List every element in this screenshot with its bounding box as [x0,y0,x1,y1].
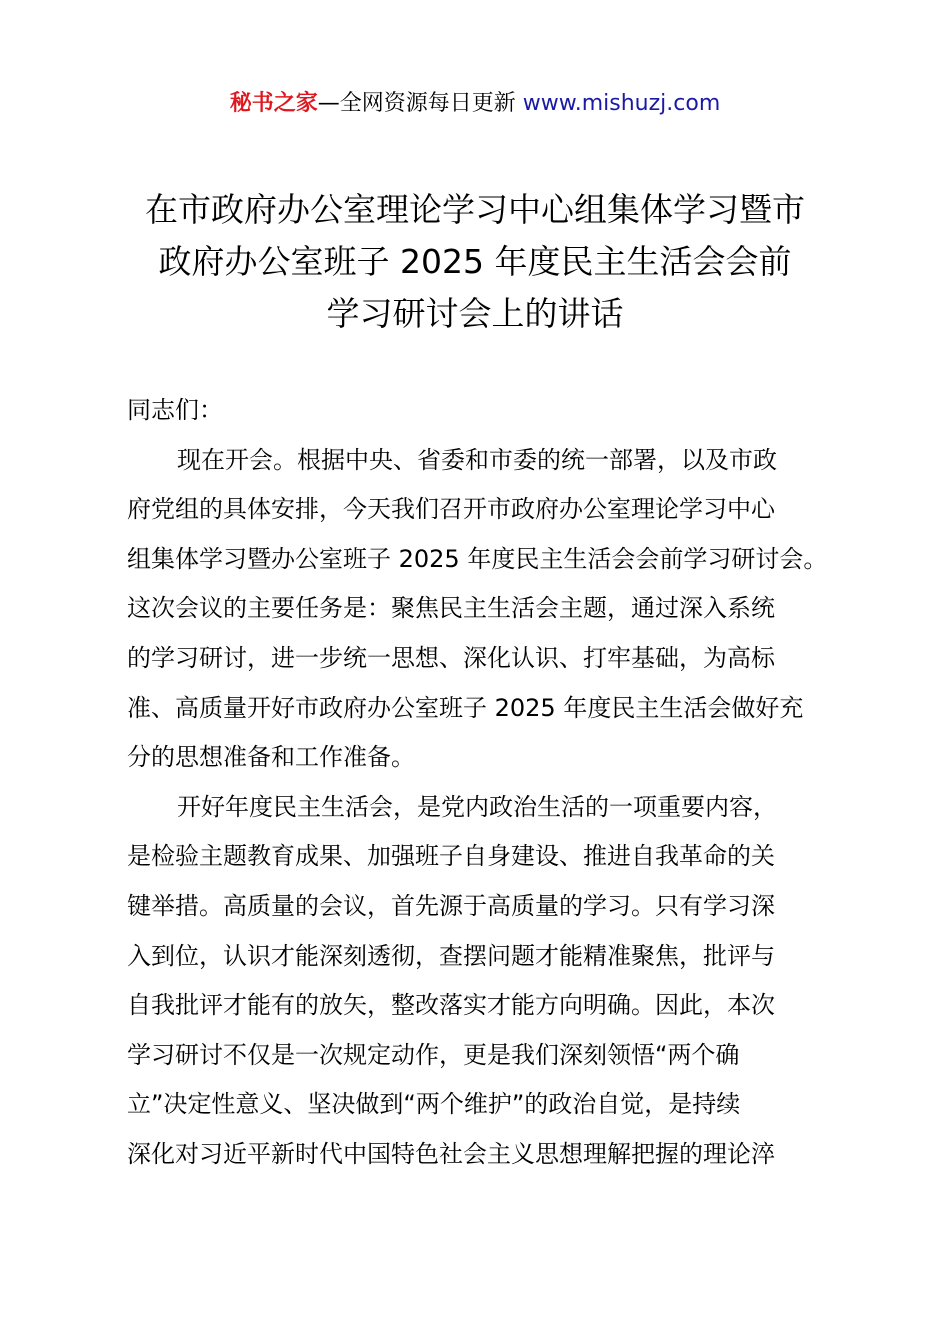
body-line: 准、高质量开好市政府办公室班子 2025 年度民主生活会做好充 [127,693,804,722]
brand-name: 秘书之家 [229,91,318,116]
body-line: 键举措。高质量的会议，首先源于高质量的学习。只有学习深 [127,891,775,920]
body-line: 现在开会。根据中央、省委和市委的统一部署，以及市政 [177,445,777,474]
body-line: 开好年度民主生活会，是党内政治生活的一项重要内容， [177,792,777,821]
body-line: 的学习研讨，进一步统一思想、深化认识、打牢基础，为高标 [127,643,775,672]
paragraph-2 [127,783,847,1180]
body-line: 这次会议的主要任务是：聚焦民主生活会主题，通过深入系统 [127,594,775,623]
title-line: 学习研讨会上的讲话 [326,294,624,333]
document-body [127,386,847,1180]
body-line: 入到位，认识才能深刻透彻，查摆问题才能精准聚焦，批评与 [127,941,775,970]
body-line: 府党组的具体安排，今天我们召开市政府办公室理论学习中心 [127,495,775,524]
site-header [0,88,950,120]
body-line: 自我批评才能有的放矢，整改落实才能方向明确。因此，本次 [127,991,775,1020]
greeting: 同志们： [127,396,223,424]
body-line: 是检验主题教育成果、加强班子自身建设、推进自我革命的关 [127,842,775,871]
body-line: 分的思想准备和工作准备。 [127,743,415,772]
title-line: 政府办公室班子 2025 年度民主生活会会前 [158,242,792,281]
body-line: 立”决定性意义、坚决做到“两个维护”的政治自觉，是持续 [127,1090,741,1119]
document-title [110,184,840,340]
site-url-link[interactable]: www.mishuzj.com [522,91,721,116]
header-slogan: —全网资源每日更新 [317,91,523,116]
body-line: 深化对习近平新时代中国特色社会主义思想理解把握的理论淬 [127,1139,775,1168]
title-line: 在市政府办公室理论学习中心组集体学习暨市 [145,190,805,229]
body-line: 学习研讨不仅是一次规定动作，更是我们深刻领悟“两个确 [127,1040,740,1069]
paragraph-1 [127,436,847,783]
body-line: 组集体学习暨办公室班子 2025 年度民主生活会会前学习研讨会。 [127,544,828,573]
